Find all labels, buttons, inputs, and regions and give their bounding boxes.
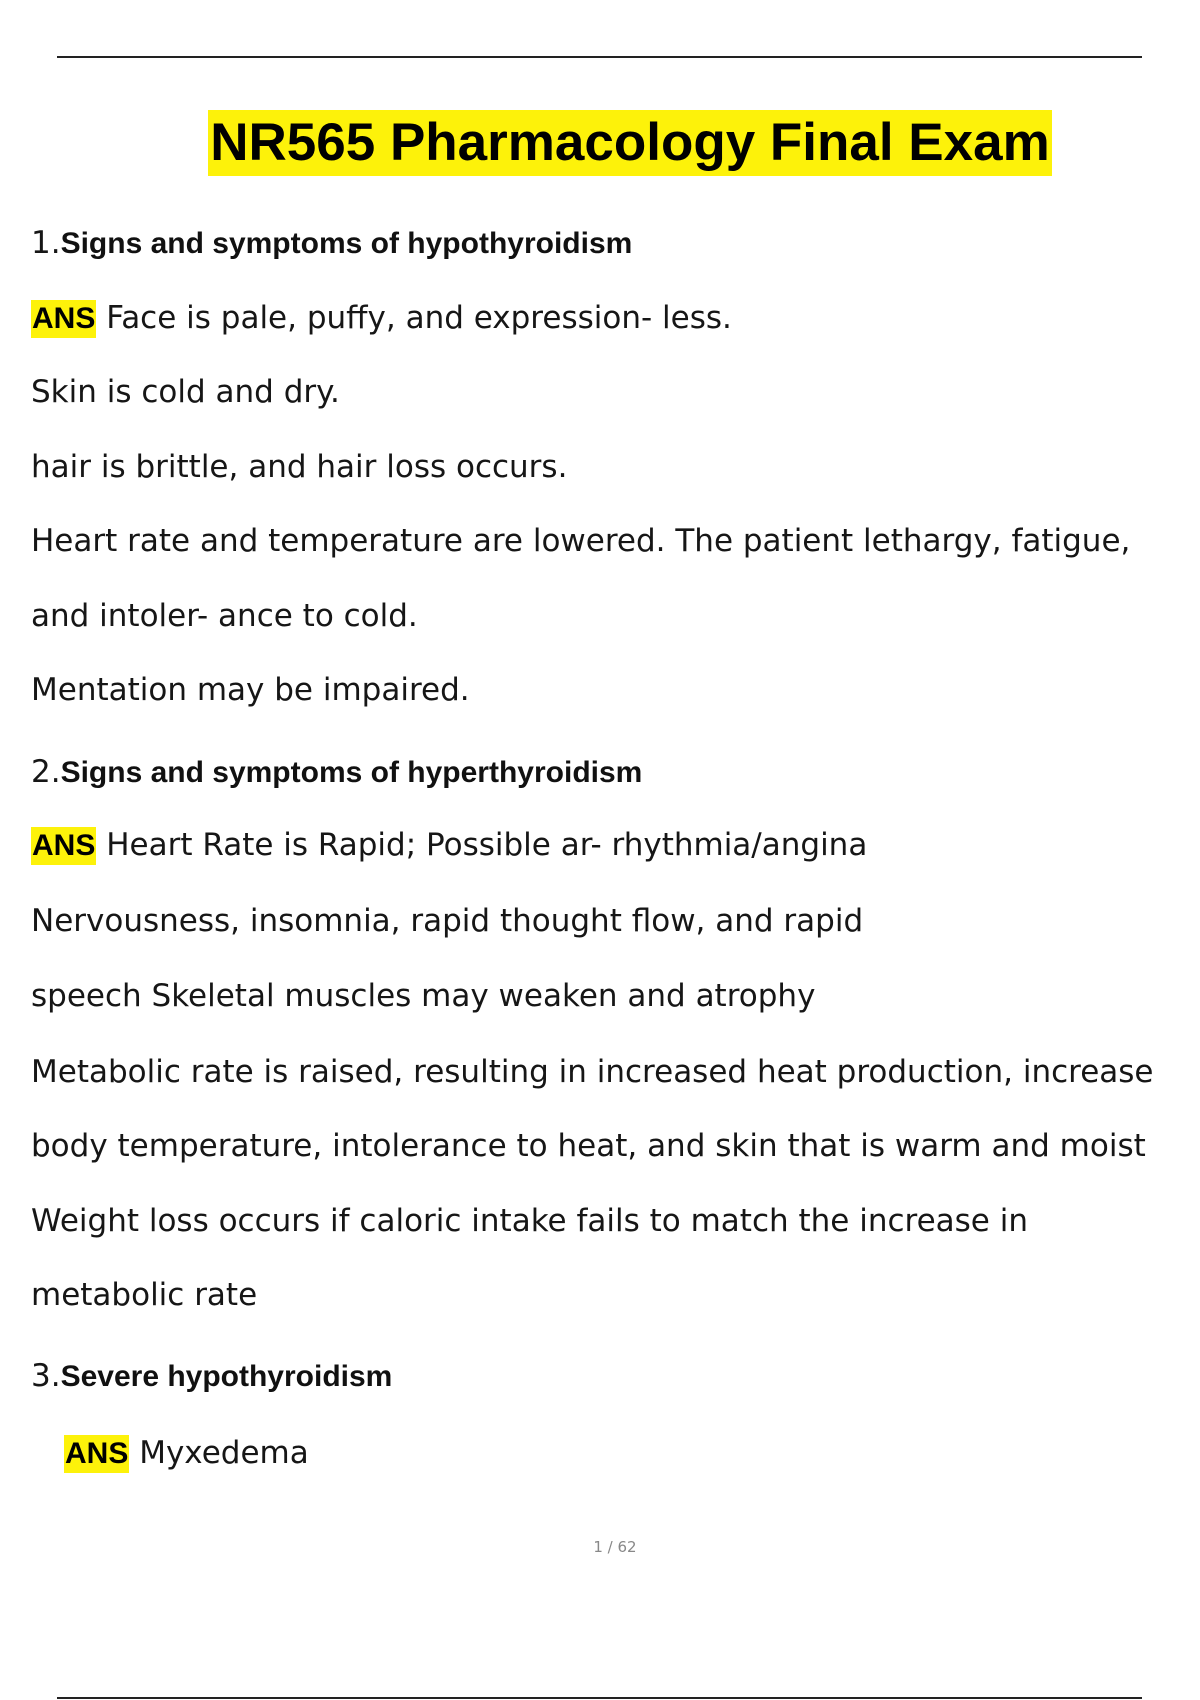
page-indicator: 1 / 62	[593, 1538, 637, 1556]
top-divider	[57, 56, 1142, 58]
bottom-divider	[57, 1697, 1142, 1699]
ans-label: ANS	[31, 827, 96, 865]
question-text: Signs and symptoms of hypothyroidism	[60, 227, 633, 260]
question-number: 3.	[31, 1358, 61, 1394]
answer-1-line-5: and intoler- ance to cold.	[31, 598, 418, 634]
document-title: NR565 Pharmacology Final Exam	[208, 110, 1052, 176]
question-3	[31, 1356, 392, 1397]
question-1	[31, 223, 632, 264]
answer-2-line-3: speech Skeletal muscles may weaken and atrophy	[31, 978, 816, 1014]
answer-2-line-6: Weight loss occurs if caloric intake fails to match the increase in	[31, 1203, 1028, 1239]
answer-1-line-4: Heart rate and temperature are lowered. The patient lethargy, fatigue,	[31, 523, 1131, 559]
answer-3-line-1	[64, 1433, 309, 1473]
answer-2-line-1	[31, 825, 867, 865]
ans-label: ANS	[64, 1435, 129, 1473]
answer-1-line-1	[31, 298, 732, 338]
answer-1-line-3: hair is brittle, and hair loss occurs.	[31, 449, 568, 485]
question-number: 2.	[31, 754, 61, 790]
answer-text: Myxedema	[139, 1435, 309, 1471]
answer-2-line-4: Metabolic rate is raised, resulting in increased heat production, increase	[31, 1054, 1154, 1090]
answer-2-line-2: Nervousness, insomnia, rapid thought flow, and rapid	[31, 903, 864, 939]
question-number: 1.	[31, 225, 61, 261]
ans-label: ANS	[31, 300, 96, 338]
question-text: Severe hypothyroidism	[60, 1360, 393, 1393]
answer-text: Heart Rate is Rapid; Possible ar- rhythmia/angina	[106, 827, 868, 863]
answer-1-line-2: Skin is cold and dry.	[31, 374, 340, 410]
answer-text: Face is pale, puffy, and expression- less.	[106, 300, 732, 336]
title-container	[0, 110, 1200, 176]
question-2	[31, 752, 642, 793]
answer-2-line-5: body temperature, intolerance to heat, and skin that is warm and moist	[31, 1128, 1146, 1164]
question-text: Signs and symptoms of hyperthyroidism	[60, 756, 643, 789]
answer-2-line-7: metabolic rate	[31, 1277, 258, 1313]
answer-1-line-6: Mentation may be impaired.	[31, 672, 470, 708]
